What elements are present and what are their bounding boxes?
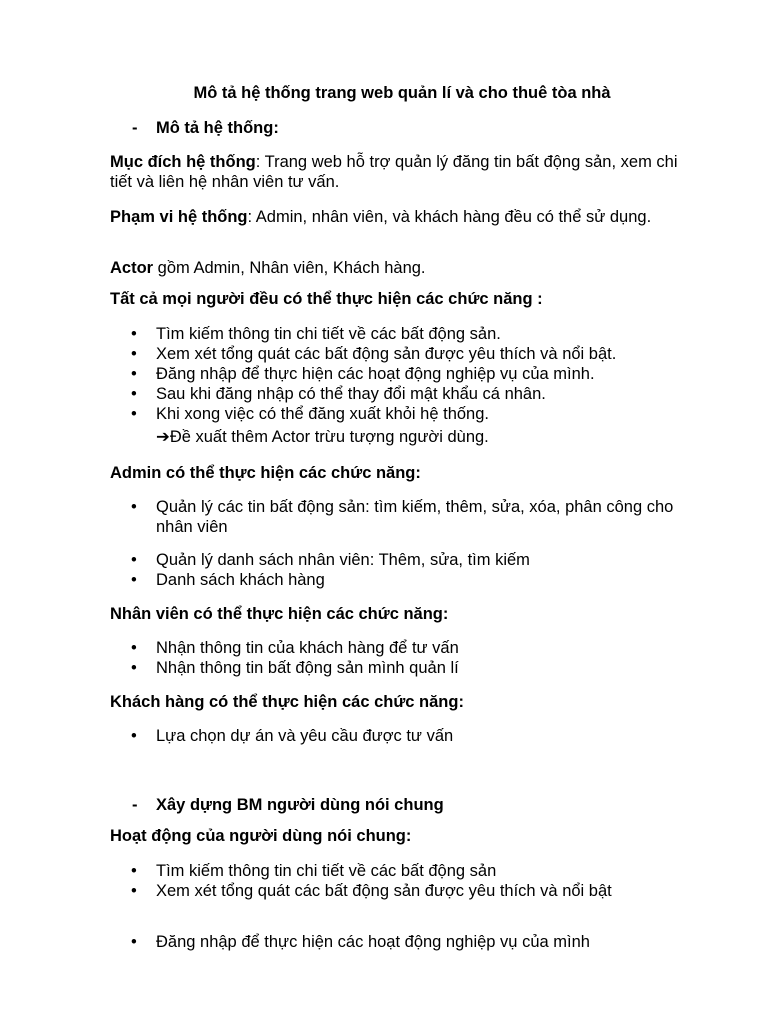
everyone-heading: Tất cả mọi người đều có thể thực hiện các chức năng : — [110, 290, 543, 308]
bullet-marker: • — [131, 551, 137, 569]
bullet-marker: • — [131, 862, 137, 880]
actor-proposal-line — [156, 427, 489, 447]
list-item: • Đăng nhập để thực hiện các hoạt động nghiệp vụ của mình — [131, 933, 590, 951]
bullet-marker: • — [131, 571, 137, 589]
scope-text: : Admin, nhân viên, và khách hàng đều có thể sử dụng. — [247, 208, 652, 226]
bullet-marker: • — [131, 345, 137, 363]
list-item: • Quản lý các tin bất động sản: tìm kiếm, thêm, sửa, xóa, phân công cho nhân viên — [131, 498, 674, 536]
list-item: • Khi xong việc có thể đăng xuất khỏi hệ thống. — [131, 405, 489, 423]
actor-label: Actor — [110, 259, 154, 277]
everyone-list — [0, 324, 696, 424]
bullet-marker: • — [131, 639, 137, 657]
staff-list — [0, 638, 696, 678]
list-item: • Xem xét tổng quát các bất động sản được yêu thích và nổi bật. — [131, 345, 617, 363]
customer-heading: Khách hàng có thể thực hiện các chức năng: — [110, 693, 464, 711]
bullet-marker: • — [131, 727, 137, 745]
dash-marker: - — [132, 796, 138, 814]
list-item: • Lựa chọn dự án và yêu cầu được tư vấn — [131, 727, 454, 745]
bullet-marker: • — [131, 405, 137, 423]
bullet-marker: • — [131, 325, 137, 343]
admin-heading: Admin có thể thực hiện các chức năng: — [110, 464, 421, 482]
admin-list — [0, 497, 696, 537]
bullet-marker: • — [131, 933, 137, 951]
arrow-right-icon: ➔ — [156, 428, 170, 446]
list-item: • Tìm kiếm thông tin chi tiết về các bất động sản. — [131, 325, 501, 343]
admin-list-continued — [0, 550, 696, 590]
purpose-text: : Trang web hỗ trợ quản lý đăng tin bất động sản, xem chi tiết và liên hệ nhân viên tư vấn. — [110, 153, 678, 191]
section-heading-text: Mô tả hệ thống: — [156, 119, 279, 137]
list-item: • Quản lý danh sách nhân viên: Thêm, sửa, tìm kiếm — [131, 551, 530, 569]
list-item: • Xem xét tổng quát các bất động sản được yêu thích và nổi bật — [131, 882, 612, 900]
customer-list — [0, 726, 696, 746]
list-item: • Sau khi đăng nhập có thể thay đổi mật khẩu cá nhân. — [131, 385, 546, 403]
list-item: • Nhận thông tin bất động sản mình quản lí — [131, 659, 459, 677]
bullet-marker: • — [131, 365, 137, 383]
general-heading: Hoạt động của người dùng nói chung: — [110, 827, 412, 845]
general-list — [0, 861, 696, 901]
scope-label: Phạm vi hệ thống — [110, 208, 248, 226]
list-item: • Danh sách khách hàng — [131, 571, 325, 589]
bullet-marker: • — [131, 385, 137, 403]
dash-marker: - — [132, 119, 138, 137]
bullet-marker: • — [131, 659, 137, 677]
document-title: Mô tả hệ thống trang web quản lí và cho thuê tòa nhà — [193, 84, 611, 102]
purpose-paragraph — [110, 152, 690, 192]
actor-paragraph — [110, 258, 690, 278]
list-item: • Tìm kiếm thông tin chi tiết về các bất động sản — [131, 862, 497, 880]
bullet-marker: • — [131, 498, 137, 516]
actor-proposal-text: Đề xuất thêm Actor trừu tượng người dùng. — [169, 428, 489, 446]
staff-heading: Nhân viên có thể thực hiện các chức năng: — [110, 605, 449, 623]
section-heading-text: Xây dựng BM người dùng nói chung — [156, 796, 444, 814]
list-item: • Nhận thông tin của khách hàng để tư vấn — [131, 639, 459, 657]
actor-text: gồm Admin, Nhân viên, Khách hàng. — [153, 259, 426, 277]
scope-paragraph — [110, 206, 690, 228]
purpose-label: Mục đích hệ thống — [110, 153, 256, 171]
general-list-continued — [0, 932, 696, 952]
list-item: • Đăng nhập để thực hiện các hoạt động nghiệp vụ của mình. — [131, 365, 595, 383]
bullet-marker: • — [131, 882, 137, 900]
